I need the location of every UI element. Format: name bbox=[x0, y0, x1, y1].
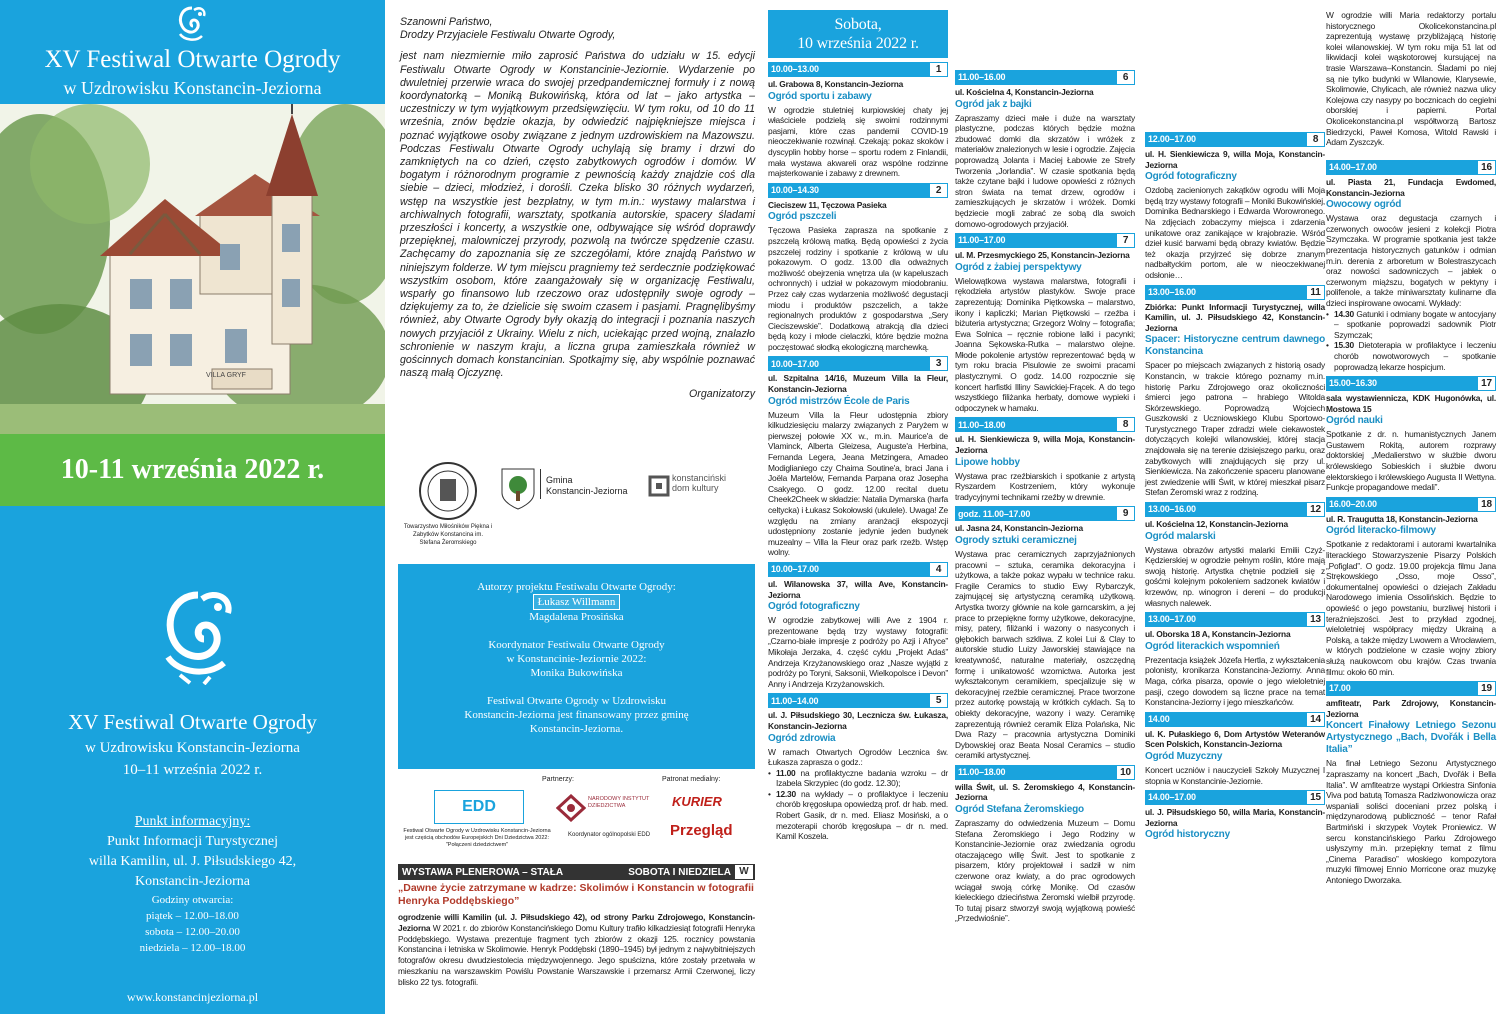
program-column-1 bbox=[768, 10, 948, 842]
coordinator-heading: Koordynator Festiwalu Otwarte Ogrody bbox=[488, 639, 665, 651]
funding-note: Konstancin-Jeziorna. bbox=[529, 723, 624, 735]
authors-heading: Autorzy projektu Festiwalu Otwarte Ogrody: bbox=[477, 581, 676, 593]
hours-line: niedziela – 12.00–18.00 bbox=[139, 942, 246, 954]
exhibition-marker: W bbox=[735, 865, 753, 879]
gmina-name: Gmina Konstancin-Jeziorna bbox=[546, 475, 628, 496]
cover-subtitle-2: w Uzdrowisku Konstancin-Jeziorna bbox=[85, 740, 300, 756]
villa-sign: VILLA GRYF bbox=[206, 372, 246, 379]
nid-caption: Koordynator ogólnopolski EDD bbox=[568, 832, 651, 838]
program-column-4 bbox=[1326, 10, 1496, 885]
exhibition-title: „Dawne życie zatrzymane w kadrze: Skolimów i Konstancin w fotografii Henryka Poddębskiego” bbox=[398, 882, 754, 907]
cover-dates-2: 10–11 września 2022 r. bbox=[122, 762, 263, 778]
tmpiz-caption: Towarzystwo Miłośników Piękna i Zabytków Konstancina im. Stefana Żeromskiego bbox=[403, 524, 493, 546]
edd-caption: Festiwal Otwarte Ogrody w Uzdrowisku Konstancin-Jeziorna jest częścią obchodów Europejskich Dni Dziedzictwa 2022: "Połączeni dziedzictwem" bbox=[403, 828, 551, 848]
info-point bbox=[0, 812, 385, 956]
event-8b: 12.00–17.00 8 ul. H. Sienkiewicza 9, willa Moja, Konstancin-Jeziorna Ogród fotograficzny Ozdobą zacienionych zakątków ogrodu willi Moja będą trzy wystawy fotografii – Moniki Bukowińskiej, Dominika Bednarskiego i Edwarda Worowronego. Na zdjęciach zobaczymy miejsca i zdarzenia unikatowe oraz zanikające w krajobrazie. Wśród dzieł kusić barwami będą obrazy kwiatów. Będzie też okazja przyjrzeć się dobrze znanym nadbałtyckim portom, ale w nieoczekiwanej odsłonie… bbox=[1145, 134, 1325, 280]
cover-subtitle: w Uzdrowisku Konstancin-Jeziorna bbox=[63, 78, 322, 98]
hours-heading: Godziny otwarcia: bbox=[151, 894, 234, 906]
festival-dates: 10-11 września 2022 r. bbox=[0, 434, 385, 506]
permanent-exhibition bbox=[398, 864, 755, 988]
event-4: 10.00–17.00 4 ul. Wilanowska 37, willa Ave, Konstancin-Jeziorna Ogród fotograficzny W ogrodzie zabytkowej willi Ave z 1904 r. prezentowane będą trzy wystawy fotografii: „Czarno-białe impresje z podróży po Azji i Afryce” Mikołaja Jerzaka, 4. część cyklu „Projekt Adaś” Andrzeja Krzyżanowskiego oraz „Nasze wyjątki z podróży po Toryni, Saksonii, Wielkopolsce i Devon” Anny i Andrzeja Krzyżanowskich. bbox=[768, 563, 948, 689]
info-line: willa Kamilin, ul. J. Piłsudskiego 42, bbox=[88, 854, 297, 869]
event-15-continued: W ogrodzie willi Maria redaktorzy portalu historycznego Okolicekonstancina.pl zaprezentują wystawę przybliżającą historię kolei wilanowskiej. W tym roku mija 51 lat od likwidacji kolei wąskotorowej kursującej na trasie Warszawa–Konstancin. Śladami po niej są nie tylko budynki w Wilanowie, Klarysewie, Skolimowie, Chylicach, ale również nazwa ulicy Kolejowa czy nasypy po bocznicach do cegielni oborskiej i papierni. Portal Okolicekonstancina.pl współtworzą Bartosz Biedrzycki, Paweł Komosa, Witold Rawski i Adam Zyszczyk. bbox=[1326, 10, 1496, 148]
program-column-3 bbox=[1145, 128, 1325, 843]
partners-section bbox=[400, 772, 755, 864]
event-15: 14.00–17.00 15 ul. J. Piłsudskiego 50, willa Maria, Konstancin-Jeziorna Ogród historyczny bbox=[1145, 792, 1325, 841]
gmina-crest-icon bbox=[500, 467, 536, 511]
event-18: 16.00–20.00 18 ul. R. Traugutta 18, Konstancin-Jeziorna Ogród literacko-filmowy Spotkanie z redaktorami i autorami kwartalnika literackiego Stowarzyszenie Pisarzy Polskich „Pofiglad”. O godz. 19.00 projekcja filmu Jana Strękowskiego „Osso, moje Osso”, dokumentalnej opowieści o dziejach Zakładu Narodowego imienia Ossolińskich. Będzie to opowieść o jego powstaniu, burzliwej historii i teraźniejszości. Jest to przykład zgodnej, wieloletniej współpracy między Ukrainą a Polską, a także między Lwowem a Wrocławiem, w których podzielone w czasie wojny zbiory służą naukowcom obu krajów. Czas trwania filmu: około 60 min. bbox=[1326, 498, 1496, 677]
website-link[interactable]: www.konstancinjeziorna.pl bbox=[126, 990, 259, 1004]
event-19: 17.00 19 amfiteatr, Park Zdrojowy, Konstancin-Jeziorna Koncert Finałowy Letniego Sezonu Artystycznego „Bach, Dvořák i Bella Italia” Na finał Letniego Sezonu Artystycznego zapraszamy na koncert „Bach, Dvořák i Bella Italia”. W amfiteatrze wystąpi Orkiestra Sinfonia Viva pod batutą Tomasza Radziwonowicza oraz wspaniali soliści doceniani przez polską i międzynarodową publiczność – tenor Rafał Bartmiński i skrzypek Voytek Proniewicz. W sercu konstancińskiego Parku Zdrojowego usłyszymy m.in. przepiękny temat z filmu „Cinema Paradiso” włoskiego kompozytora muzyki filmowej Ennio Morricone oraz muzykę Antoniego Dworzaka. bbox=[1326, 683, 1496, 885]
hours-line: sobota – 12.00–20.00 bbox=[145, 926, 240, 938]
coordinator-name: Monika Bukowińska bbox=[530, 667, 623, 679]
partners-label: Partnerzy: bbox=[542, 776, 574, 783]
event-1: 10.00–13.00 1 ul. Grabowa 8, Konstancin-Jeziorna Ogród sportu i zabawy W ogrodzie stuletniej kurpiowskiej chaty jej właściciele podzielą się swoimi rodzinnymi pasjami, które czas pandemii COVID-19 nieoczekiwanie rozwinął. Czekają: pokaz skoków i dyscyplin hobby horse – sportu rodem z Finlandii, mała wystawa akwareli oraz wspólne rodzinne majsterkowanie i zabawy z drewnem. bbox=[768, 64, 948, 179]
edd-logo: EDD bbox=[434, 790, 524, 824]
exhibition-bar: WYSTAWA PLENEROWA – STAŁA SOBOTA I NIEDZIELA W bbox=[398, 864, 755, 880]
festival-logo-icon bbox=[170, 4, 214, 44]
event-9: godz. 11.00–17.00 9 ul. Jasna 24, Konstancin-Jeziorna Ogrody sztuki ceramicznej Wystawa prac ceramicznych zaprzyjaźnionych pracowni – sztuka, ceramika dekoracyjna i użytkowa, a także pokaz wypału w technice raku. Fragile Ceramics to studio Ewy Rybarczyk, zajmującej się artystyczną ceramiką użytkową. Artystka tworzy głównie na kole garncarskim, a jej prace to przepiękne formy użytkowe, dekoracyjne, misy, patery, filiżanki i wazony o nasyconych i głębokich barwach szkliwa. Z kolei Lui & Clay to autorskie studio Luizy Jaworskiej stawiające na kreatywność, naturalne materiały, oszczędną formę i unikatowość wzornictwa. Autorka jest wykształconym ceramikiem, specjalizuje się w dekoracyjnej rzeźbie ceramicznej. Prace tworzone przez autorkę powstają w krótkich cyklach. Są to obiekty dekoracyjne, wazony i wazy. Ceramikę zaprezentują również ceramik Eliza Polańska, Nic Dwa Razy – pracownia artystyczna Dominiki Dybowskiej oraz Beata Nosal Ceramics – studio ceramiki artystycznej. bbox=[955, 508, 1135, 761]
event-3: 10.00–17.00 3 ul. Szpitalna 14/16, Muzeum Villa la Fleur, Konstancin-Jeziorna Ogród mistrzów École de Paris Muzeum Villa la Fleur udostępnia zbiory kilkudziesięciu malarzy związanych z Paryżem w pierwszej połowie XX w., m.in. Maurice'a de Vlaminck, Alberta Gleizesa, Auguste'a Herbina, Fernanda Legera, Jeana Metzingera, Amadeo Modiglianiego czy Chaima Soutine'a, braci Jana i Joëla Martelów, Fernanda Parpana oraz Josepha Csakyego. O godz. 12.00 recital duetu Cheek2Cheek w składzie: Natalia Dymarska (harfa celtycka) i Łukasz Sokołowski (ukulele). Uwaga! Ze względu na zmiany aranżacji ekspozycji udostępniony zostanie jedynie jeden budynek muzealny – Villa la Fleur oraz park rzeźb. Wstęp wolny. bbox=[768, 358, 948, 558]
festival-logo-large-icon bbox=[150, 585, 246, 685]
funding-note: Konstancin-Jeziorna jest finansowany przez gminę bbox=[464, 709, 689, 721]
dom-kultury-name: konstanciński dom kultury bbox=[672, 473, 727, 493]
funding-note: Festiwal Otwarte Ogrody w Uzdrowisku bbox=[486, 695, 667, 707]
cover-panel bbox=[0, 0, 385, 1014]
author-name: Łukasz Willmann bbox=[533, 594, 621, 610]
cover-title-2: XV Festiwal Otwarte Ogrody bbox=[68, 710, 317, 734]
letter-greeting: Szanowni Państwo, bbox=[400, 16, 493, 28]
info-line: Punkt Informacji Turystycznej bbox=[106, 834, 279, 849]
event-13: 13.00–17.00 13 ul. Oborska 18 A, Konstancin-Jeziorna Ogród literackich wspomnień Prezentacja książek Józefa Hertla, z wykształcenia polonisty, kronikarza Konstancina-Jeziorny. Anna Maga, córka pisarza, opowie o jego wieloletniej pasji, czego dowodem są liczne prace na temat Konstancina-Jeziorny i jego mieszkańców. bbox=[1145, 614, 1325, 708]
tmpiz-seal-icon bbox=[418, 461, 478, 521]
event-2: 10.00–14.30 2 Cieciszew 11, Tęczowa Pasieka Ogród pszczeli Tęczowa Pasieka zaprasza na spotkanie z pszczelą królową matką. Będą opowieści z życia pszczelej rodziny i spotkanie z królową w ulu pokazowym. O godz. 13.00 dla odważnych możliwość obejrzenia wnętrza ula (w kapeluszach ochronnych) i udział w pokazowym miodobraniu. Przez cały czas wydarzenia możliwość degustacji miodu i produktów pszczelich, a także regionalnych produktów z gospodarstwa „Sery Cieciszewskie”. Dodatkową atrakcją dla dzieci będą kozy i młode cielaczki, które będzie można poczęstować słodką ekologiczną marchewką. bbox=[768, 184, 948, 352]
letter-signature: Organizatorzy bbox=[689, 388, 755, 401]
nid-name: NARODOWY INSTYTUT DZIEDZICTWA bbox=[588, 796, 650, 809]
exhibition-body: ogrodzenie willi Kamilin (ul. J. Piłsudskiego 42), od strony Parku Zdrojowego, Konstancin-Jeziorna W 2021 r. do zbiorów Konstancińskiego Domu Kultury trafiło kilkadziesiąt fotografii Henryka Poddębskiego. Wystawa prezentuje fragment tych zbiorów z okazji 125. rocznicy powstania Konstancina i letniska w Skolimowie. Henryk Poddębski (1890–1945) był jednym z najwybitniejszych fotografów okresu dwudziestolecia międzywojennego. Jego spuścizna, które zostały przetwała w mieszkaniu na warszawskim Powiślu Powstanie Warszawskie i przemarsz Armii Czerwonej, liczy blisko 22 tys. fotografii. bbox=[398, 912, 755, 987]
event-16: 14.00–17.00 16 ul. Piasta 21, Fundacja Ewdomed, Konstancin-Jeziorna Owocowy ogród Wystawa oraz degustacja czarnych i czerwonych owoców jesieni z kolekcji Piotra Szymczaka. W programie spotkania jest także prezentacja historycznych gatunków i odmian m.in. derenia z arboretum w Bolestraszycach oraz nowości sadowniczych – jabłek o czerwonym miąższu, bogatych w pektyny i polifenole, a także miniwarsztaty kulinarne dla dzieci inspirowane owocami. Wykłady: • 14.30 Gatunki i odmiany bogate w antocyjany – spotkanie poprowadzi sadownik Piotr Szymczak; • 15.30 Dietoterapia w profilaktyce i leczeniu chorób nowotworowych – spotkanie poprowadzą lekarze hospicjum. bbox=[1326, 160, 1496, 372]
event-10: 11.00–18.00 10 willa Świt, ul. S. Żeromskiego 4, Konstancin-Jeziorna Ogród Stefana Żeromskiego Zapraszamy do odwiedzenia Muzeum – Domu Stefana Żeromskiego i Jego Rodziny w Konstancinie-Jeziornie oraz zwiedzania ogrodu otaczającego willę Świt. Jest to spotkanie z pisarzem, który projektował i sadził w nim czerwone oraz kwiaty, a do prac ogrodowych wciągał swoją córkę Monikę. Od czasów kieleckiego dzieciństwa Żeromski wielbił przyrodę. To tutaj pisarz stworzył swoją wyjątkową powieść „Przedwiośnie”. bbox=[955, 766, 1135, 924]
event-11: 13.00–16.00 11 Zbiórka: Punkt Informacji Turystycznej, willa Kamilin, ul. J. Piłsudskiego 42, Konstancin-Jeziorna Spacer: Historyczne centrum dawnego Konstancina Spacer po miejscach związanych z historią osady Konstancin, w trakcie którego poznamy m.in. historię Parku Zdrojowego oraz okoliczności śmierci jego patrona – hrabiego Witolda Skórzewskiego. Poprowadzą Wojciech Guszkowski z Uczniowskiego Klubu Sportowo-Turystycznego Traper zdradzi wiele ciekawostek dotyczących kolejki wilanowskiej, której stacja znajdowała się na terenie dzisiejszego parku, oraz zabytkowych willi znajdujących się przy ul. Sienkiewicza. Na zakończenie spaceru planowane jest zwiedzenie willi Świt, w której mieszkał pisarz Stefan Żeromski wraz z rodziną. bbox=[1145, 286, 1325, 498]
letter-body: jest nam niezmiernie miło zaprosić Państwa do udziału w 15. edycji Festiwalu Otwarte Ogrody w Konstancinie-Jeziornie. Wydarzenie po dwuletniej przerwie wraca do swojej przedpandemicznej formuły i z nową koordynatorką – Moniką Bukowińską, która od lat – jako artystka – uczestniczy w tym wyjątkowym przedsięwzięciu. W tym roku, od 10 do 11 września, znów będzie okazja, by odwiedzić najpiękniejsze miejsca i poznać wyjątkowe osoby związane z jednym uzdrowiskiem na Mazowszu. Podczas Festiwalu Otwarte Ogrody uchylają się bramy i drzwi do zamkniętych na co dzień, często zabytkowych ogrodów i domów. W bogatym i różnorodnym programie z pewnością każdy znajdzie coś dla siebie – dzieci, młodzież, i dorośli. Czeka blisko 30 różnych wydarzeń, wstęp na wszystkie jest bezpłatny, w tym m.in.: wystawy malarstwa i archiwalnych fotografii, warsztaty, spotkania autorskie, spacery śladami przeszłości i koncerty, a wszystkie one, odbywające się wśród doprawdy przepięknej, malowniczej przyrody, pozwolą na twórcze spędzenie czasu. Zachęcamy do zapoznania się ze szczegółami, które znajdą Państwo w niniejszym folderze. W tym miejscu pragniemy też serdecznie podziękować wszystkim osobom, które zaangażowały się w organizację Festiwalu, wsparły go finansowo lub rzeczowo oraz udostępniły swoje ogrody – dziękujemy za to, że dzielicie się swoim czasem i pasjami. Pragnęlibyśmy również, aby Otwarte Ogrody były okazją do integracji i poznania naszych nowych przyjaciół z Ukrainy. Wielu z nich, uciekając przed wojną, znalazło schronienie w naszym kraju, a liczna grupa zamieszkała również w gościnnych domach konstancinian. Spotkajmy się, aby wspólnie poznawać naszą małą Ojczyznę. bbox=[400, 50, 755, 380]
przeglad-logo: Przegląd bbox=[670, 822, 733, 839]
welcome-letter bbox=[400, 16, 755, 402]
kurier-logo: KURIER bbox=[672, 794, 722, 809]
info-heading: Punkt informacyjny: bbox=[134, 814, 251, 829]
coordinator-heading: w Konstancinie-Jeziornie 2022: bbox=[506, 653, 647, 665]
letter-greeting: Drodzy Przyjaciele Festiwalu Otwarte Ogrody, bbox=[400, 29, 616, 42]
organizer-logos bbox=[400, 455, 755, 560]
day-heading: Sobota, 10 września 2022 r. bbox=[768, 10, 948, 58]
author-name: Magdalena Prosińska bbox=[529, 611, 624, 623]
event-7: 11.00–17.00 7 ul. M. Przesmyckiego 25, Konstancin-Jeziorna Ogród z żabiej perspektywy Wielowątkowa wystawa malarstwa, fotografii i rękodzieła artystów plastyków. Swoje prace zaprezentują: Dominika Piętkowska – malarstwo, ikony i kapliczki; Marian Piętkowski – rzeźba i biżuteria artystyczna; Grzegorz Wolny – fotografia; Ewa Solnica – ręcznie robione lalki i pacynki; Joanna Sękowska-Rutka – malarstwo olejne. Młode pokolenie artystów reprezentować będą w tym roku bracia Pisulowie ze swoimi pracami plastycznymi. O godz. 14.00 rozpocznie się koncert harfistki Illiny Sawickiej-Frącek. A do tego wszystkiego filiżanka herbaty, domowe wypieki i odpoczynek w hamaku. bbox=[955, 235, 1135, 413]
nid-logo-icon bbox=[556, 794, 586, 822]
authors-box bbox=[398, 564, 755, 769]
info-line: Konstancin-Jeziorna bbox=[134, 874, 251, 889]
cover-title: XV Festiwal Otwarte Ogrody bbox=[44, 46, 341, 73]
dom-kultury-logo-icon bbox=[648, 475, 670, 497]
event-5: 11.00–14.00 5 ul. J. Piłsudskiego 30, Leczniczа św. Łukasza, Konstancin-Jeziorna Ogród zdrowia W ramach Otwartych Ogrodów Lecznica św. Łukasza zaprasza o godz.: • 11.00 na profilaktyczne badania wzroku – dr Izabela Skrzypiec (do godz. 12.30); • 12.30 na wykłady – o profilaktyce i leczeniu chorób kręgosłupa opowiedzą prof. dr hab. med. Robert Gasik, dr n. med. Eliasz Mosiński, a o mezoterapii chorób kręgosłupa – dr n. med. Kamil Koszela. bbox=[768, 693, 948, 842]
program-column-2 bbox=[955, 66, 1135, 924]
event-6: 11.00–16.00 6 ul. Kościelna 4, Konstancin-Jeziorna Ogród jak z bajki Zapraszamy dzieci małe i duże na warsztaty plastyczne, podczas których będzie można zbudować domki dla skrzatów i wróżek z materiałów znalezionych w lesie i ogrodzie. Zajęcia poprowadzą Jolanta i Maciej Łabowie ze Strefy Tworzenia „Jorlandia”. W czasie spotkania będą także czytane bajki i ludowe opowieści z różnych stron świata na temat drzew, ogrodów i zamieszkujących je skrzatów i wróżek. Domki będziecie mogli zabrać ze sobą dla swoich domowo-ogrodowych przyjaciół. bbox=[955, 72, 1135, 229]
event-14: 14.00 14 ul. K. Pułaskiego 6, Dom Artystów Weteranów Scen Polskich, Konstancin-Jeziorna Ogród Muzyczny Koncert uczniów i nauczycieli Szkoły Muzycznej I stopnia w Konstancinie-Jeziornie. bbox=[1145, 713, 1325, 786]
hours-line: piątek – 12.00–18.00 bbox=[146, 910, 239, 922]
villa-illustration bbox=[0, 104, 385, 434]
event-12: 13.00–16.00 12 ul. Kościelna 12, Konstancin-Jeziorna Ogród malarski Wystawa obrazów artystki malarki Emilii Czyż-Kędzierskiej w ogrodzie pełnym roślin, które mają swoją historię. Artystka chętnie podzieli się z gośćmi kolejnym pokoleniem sadzonek kwiatów i krzewów, np. winogron i dereni – do produkcji własnych nalewek. bbox=[1145, 504, 1325, 608]
media-label: Patronat medialny: bbox=[662, 776, 721, 783]
event-8: 11.00–18.00 8 ul. H. Sienkiewicza 9, willa Moja, Konstancin-Jeziorna Lipowe hobby Wystawa prac rzeźbiarskich i spotkanie z artystą Ryszardem Kostrzeniem, który wykonuje tradycyjnymi technikami rzeźby w drewnie. bbox=[955, 419, 1135, 502]
event-17: 15.00–16.30 17 sala wystawiennicza, KDK Hugonówka, ul. Mostowa 15 Ogród nauki Spotkanie z dr. n. humanistycznych Janem Gustawem Rokitą, autorem rozprawy doktorskiej „Medalierstwo w służbie dworu królewskiego Sobieskich i służbie dworu elektorskiego i królewskiego Augusta II Wettyna. Funkcje propagandowe medali”. bbox=[1326, 378, 1496, 493]
